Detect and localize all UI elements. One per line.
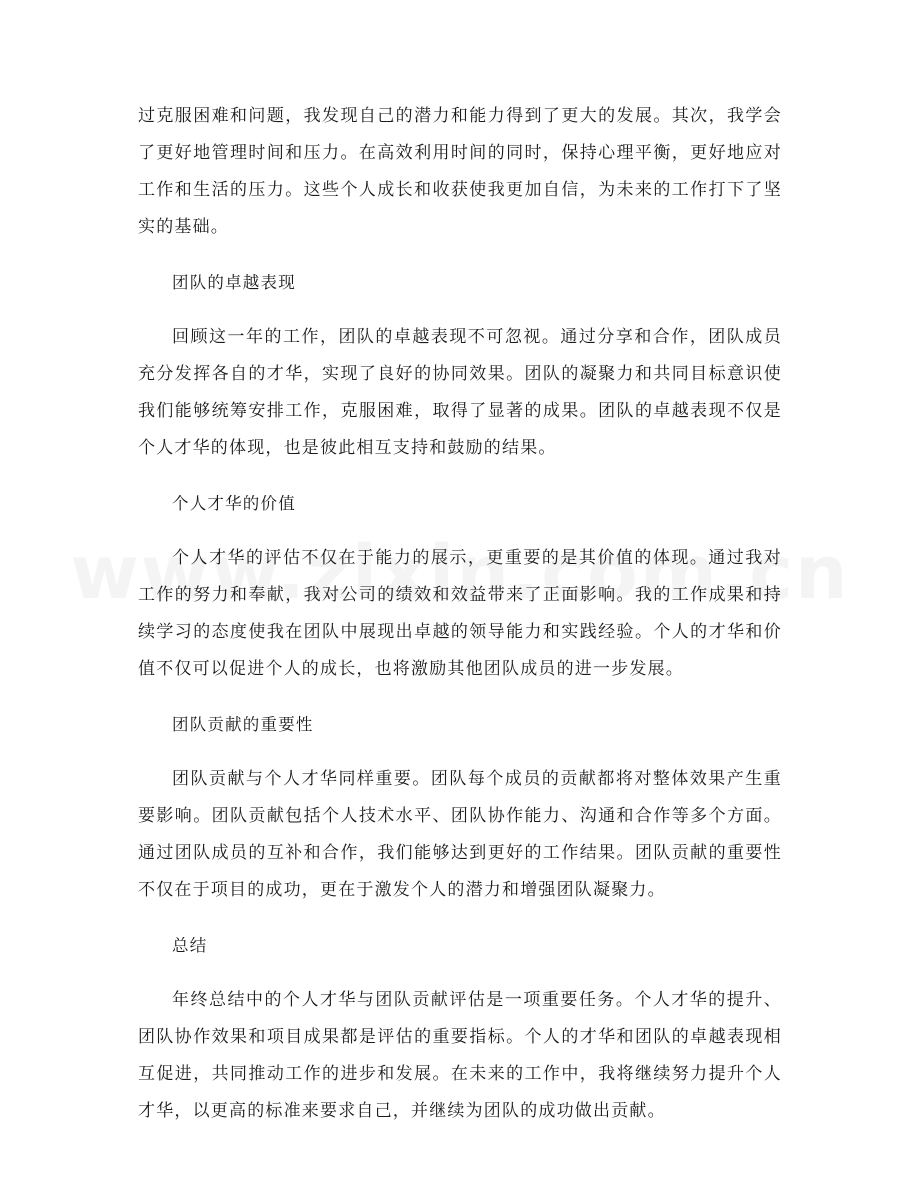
section-heading: 总结: [172, 936, 208, 955]
section-team-excellence: [138, 264, 782, 467]
intro-paragraph: 过克服困难和问题，我发现自己的潜力和能力得到了更大的发展。其次，我学会了更好地管理时间和压力。在高效利用时间的同时，保持心理平衡，更好地应对工作和生活的压力。这些个人成长和收获使我更加自信，为未来的工作打下了坚实的基础。: [138, 106, 782, 237]
section-paragraph: 个人才华的评估不仅在于能力的展示，更重要的是其价值的体现。通过我对工作的努力和奉献，我对公司的绩效和效益带来了正面影响。我的工作成果和持续学习的态度使我在团队中展现出卓越的领导能力和实践经验。个人的才华和价值不仅可以促进个人的成长，也将激励其他团队成员的进一步发展。: [138, 548, 782, 679]
section-heading: 团队的卓越表现: [172, 273, 296, 292]
section-heading: 个人才华的价值: [172, 494, 296, 513]
section-summary: [138, 927, 782, 1130]
section-heading: 团队贡献的重要性: [172, 715, 314, 734]
section-personal-talent-value: [138, 485, 782, 688]
document-body: [138, 98, 782, 1130]
section-paragraph: 回顾这一年的工作，团队的卓越表现不可忽视。通过分享和合作，团队成员充分发挥各自的才华，实现了良好的协同效果。团队的凝聚力和共同目标意识使我们能够统筹安排工作，克服困难，取得了显著的成果。团队的卓越表现不仅是个人才华的体现，也是彼此相互支持和鼓励的结果。: [138, 327, 782, 458]
section-paragraph: 团队贡献与个人才华同样重要。团队每个成员的贡献都将对整体效果产生重要影响。团队贡献包括个人技术水平、团队协作能力、沟通和合作等多个方面。通过团队成员的互补和合作，我们能够达到更好的工作结果。团队贡献的重要性不仅在于项目的成功，更在于激发个人的潜力和增强团队凝聚力。: [138, 769, 782, 900]
section-team-contribution-importance: [138, 706, 782, 909]
section-paragraph: 年终总结中的个人才华与团队贡献评估是一项重要任务。个人才华的提升、团队协作效果和项目成果都是评估的重要指标。个人的才华和团队的卓越表现相互促进，共同推动工作的进步和发展。在未来的工作中，我将继续努力提升个人才华，以更高的标准来要求自己，并继续为团队的成功做出贡献。: [138, 990, 782, 1121]
